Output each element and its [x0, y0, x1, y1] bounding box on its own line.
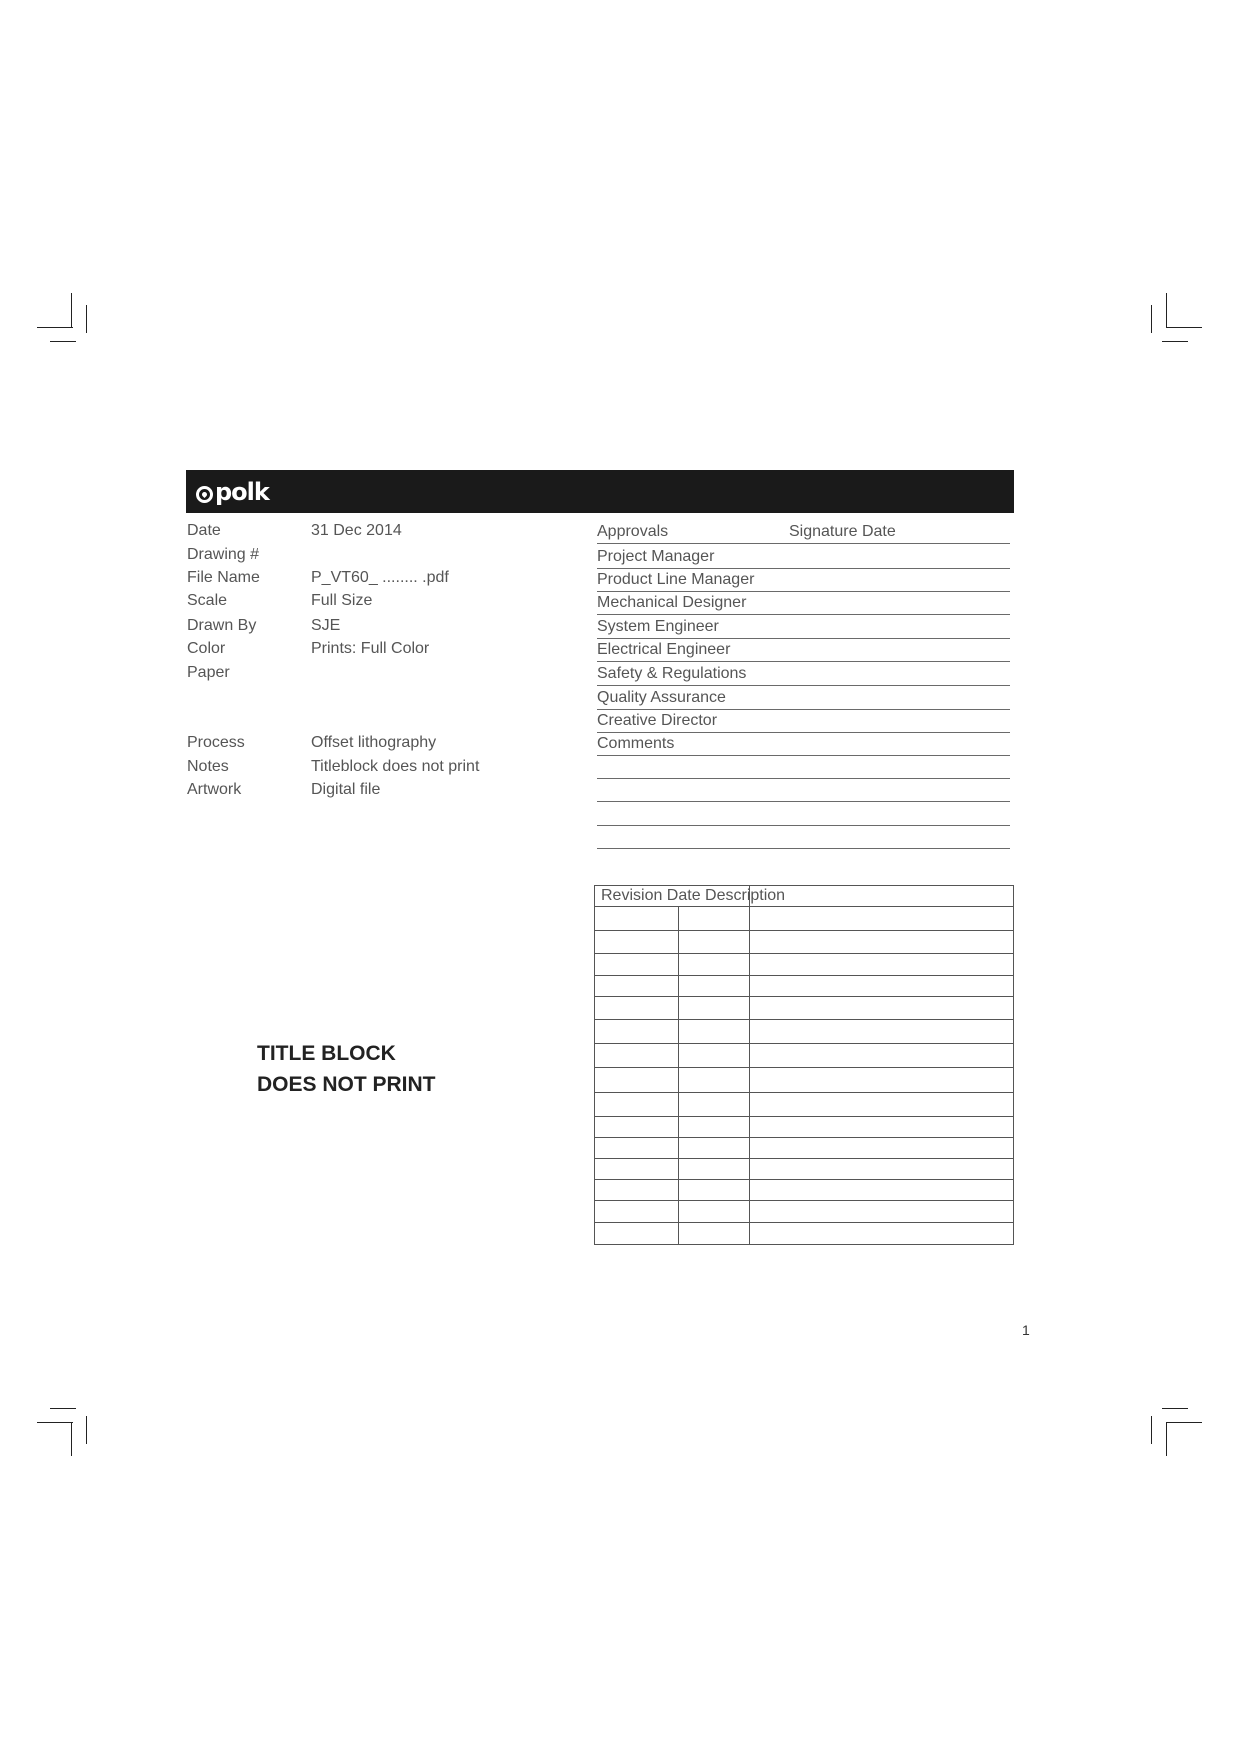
- approval-row-electrical-engineer: [597, 639, 1010, 662]
- approvals-title: Approvals: [597, 523, 669, 540]
- info-label-drawn-by: Drawn By: [187, 617, 257, 634]
- comment-line: [597, 848, 1010, 849]
- approval-role: Quality Assurance: [597, 689, 726, 706]
- revision-table: [594, 885, 1014, 1245]
- revision-row-line: [595, 1019, 1013, 1020]
- crop-mark-bottom-left-v: [71, 1422, 72, 1456]
- crop-mark-bottom-right-v2: [1151, 1416, 1152, 1444]
- titleblock-note-line-1: TITLE BLOCK: [257, 1042, 396, 1065]
- comment-line: [597, 778, 1010, 779]
- revision-row-line: [595, 906, 1013, 907]
- revision-row-line: [595, 1158, 1013, 1159]
- approval-row-comments: [597, 733, 1010, 756]
- approval-role: Mechanical Designer: [597, 594, 747, 611]
- revision-row-line: [595, 1067, 1013, 1068]
- info-value-color: Prints: Full Color: [311, 640, 430, 657]
- approval-role: Project Manager: [597, 548, 715, 565]
- heart-icon: [196, 486, 213, 503]
- crop-mark-top-left-h: [37, 327, 73, 328]
- crop-mark-bottom-right-h2: [1166, 1422, 1202, 1423]
- info-value-artwork: Digital file: [311, 781, 381, 798]
- revision-row-line: [595, 1137, 1013, 1138]
- comment-line: [597, 801, 1010, 802]
- info-label-date: Date: [187, 522, 221, 539]
- approval-role: Safety & Regulations: [597, 665, 747, 682]
- approval-row-quality-assurance: [597, 687, 1010, 710]
- revision-row-line: [595, 1043, 1013, 1044]
- approval-row-system-engineer: [597, 616, 1010, 639]
- info-value-date: 31 Dec 2014: [311, 522, 402, 539]
- crop-mark-bottom-left-v2: [86, 1416, 87, 1444]
- info-value-drawn-by: SJE: [311, 617, 341, 634]
- info-label-scale: Scale: [187, 592, 228, 609]
- revision-row-line: [595, 996, 1013, 997]
- logo-text: polk: [215, 477, 269, 506]
- crop-mark-top-right-h2: [1162, 341, 1188, 342]
- crop-mark-bottom-right-h: [1162, 1408, 1188, 1409]
- crop-mark-top-right-h: [1166, 327, 1202, 328]
- approvals-header: [597, 521, 1010, 544]
- info-value-scale: Full Size: [311, 592, 373, 609]
- approval-row-mechanical-designer: [597, 592, 1010, 615]
- info-value-file-name: P_VT60_ ........ .pdf: [311, 569, 449, 586]
- revision-row-line: [595, 1222, 1013, 1223]
- titleblock-note: [257, 1038, 436, 1100]
- revision-row-line: [595, 1200, 1013, 1201]
- approval-role: Comments: [597, 735, 675, 752]
- approval-row-project-manager: [597, 546, 1010, 569]
- revision-row-line: [595, 930, 1013, 931]
- revision-column-divider: [678, 906, 679, 1244]
- approval-role: Product Line Manager: [597, 571, 755, 588]
- approval-row-safety-regulations: [597, 663, 1010, 686]
- crop-mark-bottom-left-h2: [37, 1422, 73, 1423]
- approval-row-creative-director: [597, 710, 1010, 733]
- crop-mark-bottom-left-h: [50, 1408, 76, 1409]
- comment-line: [597, 825, 1010, 826]
- approval-role: System Engineer: [597, 618, 719, 635]
- info-value-process: Offset lithography: [311, 734, 437, 751]
- info-value-notes: Titleblock does not print: [311, 758, 480, 775]
- info-label-color: Color: [187, 640, 226, 657]
- crop-mark-top-right-v2: [1151, 305, 1152, 333]
- info-label-process: Process: [187, 734, 245, 751]
- brand-logo: [196, 474, 269, 509]
- info-label-paper: Paper: [187, 664, 230, 681]
- revision-row-line: [595, 1116, 1013, 1117]
- signature-date-header: Signature Date: [789, 523, 896, 540]
- revision-column-divider: [749, 886, 750, 1244]
- crop-mark-top-left-v2: [86, 305, 87, 333]
- info-label-drawing: Drawing #: [187, 546, 260, 563]
- approval-role: Electrical Engineer: [597, 641, 731, 658]
- revision-row-line: [595, 975, 1013, 976]
- revision-row-line: [595, 1092, 1013, 1093]
- revision-row-line: [595, 953, 1013, 954]
- crop-mark-bottom-right-v: [1166, 1422, 1167, 1456]
- info-label-artwork: Artwork: [187, 781, 242, 798]
- revision-table-header: Revision Date Description: [601, 887, 786, 904]
- crop-mark-top-left-v: [71, 293, 72, 327]
- approval-role: Creative Director: [597, 712, 718, 729]
- info-label-file-name: File Name: [187, 569, 260, 586]
- titleblock-note-line-2: DOES NOT PRINT: [257, 1073, 436, 1096]
- header-banner: [186, 470, 1014, 513]
- approval-row-product-line-manager: [597, 569, 1010, 592]
- page-number: 1: [1022, 1322, 1030, 1338]
- revision-row-line: [595, 1179, 1013, 1180]
- info-label-notes: Notes: [187, 758, 229, 775]
- crop-mark-top-left-h2: [50, 341, 76, 342]
- crop-mark-top-right-v: [1166, 293, 1167, 327]
